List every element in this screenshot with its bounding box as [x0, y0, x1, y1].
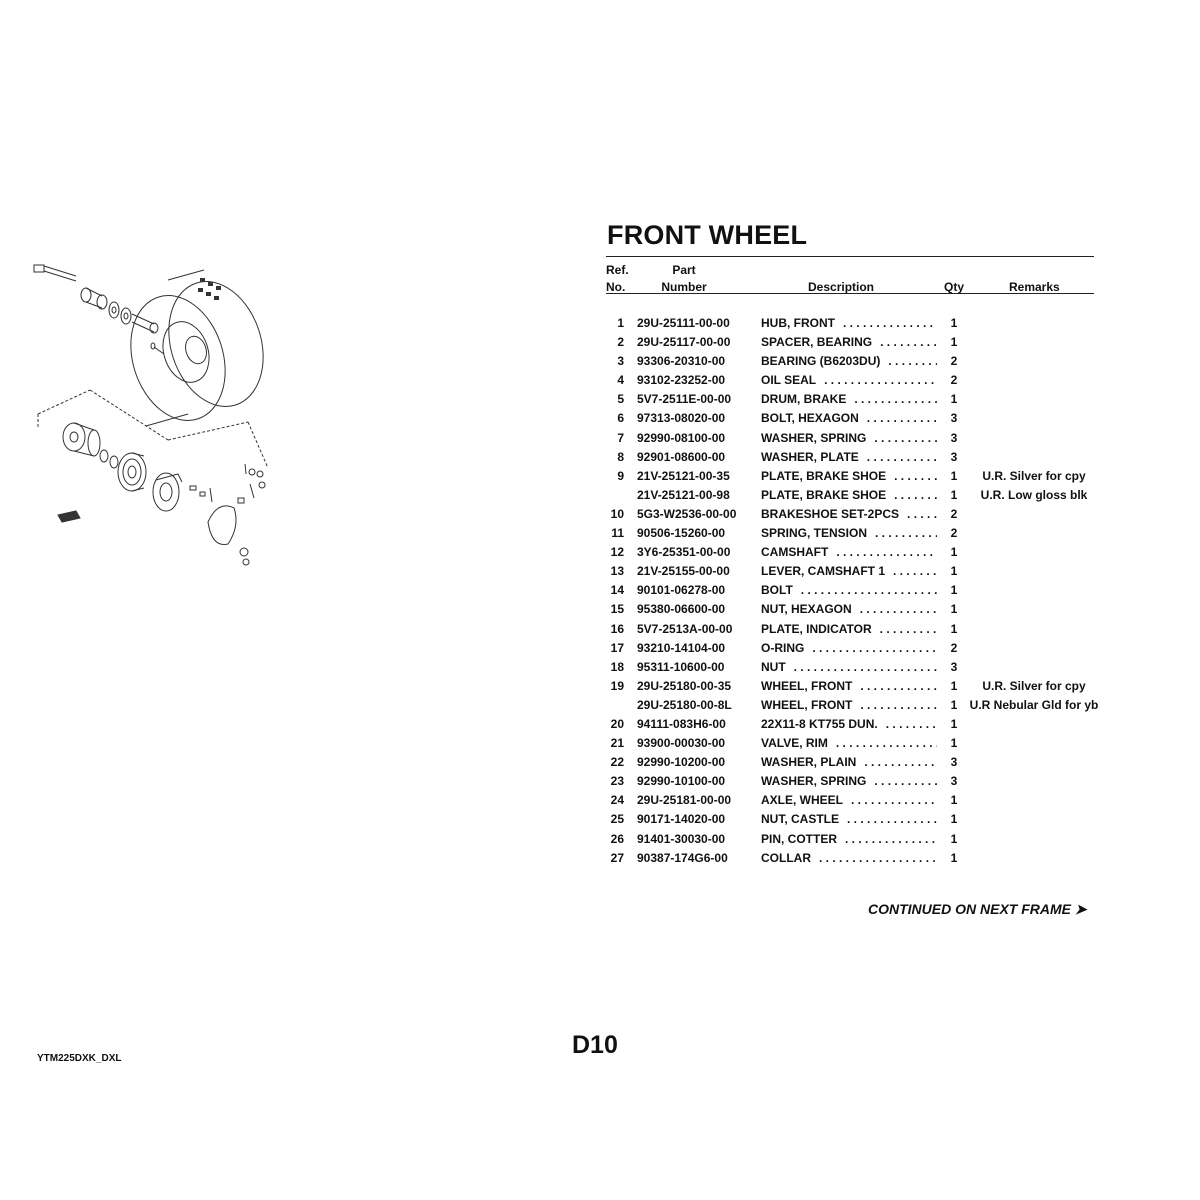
row-qty: 1: [950, 392, 958, 407]
table-row: [0, 600, 1200, 619]
leader-dots: [812, 641, 937, 655]
row-qty: 1: [950, 468, 958, 483]
row-qty: 3: [950, 449, 958, 464]
leader-dots: [867, 411, 937, 425]
row-part-number: 90171-14020-00: [637, 812, 726, 827]
table-row: [0, 696, 1200, 715]
row-qty: 3: [950, 411, 958, 426]
row-description: [761, 658, 937, 677]
leader-dots: [867, 450, 937, 464]
row-description-text: DRUM, BRAKE: [761, 392, 847, 407]
table-row: [0, 390, 1200, 409]
row-remarks: U.R. Low gloss blk: [980, 487, 1088, 502]
row-description-text: NUT, HEXAGON: [761, 602, 852, 617]
page-title: FRONT WHEEL: [607, 220, 808, 250]
row-part-number: 93210-14104-00: [637, 640, 726, 655]
continued-note: CONTINUED ON NEXT FRAME ➤: [868, 901, 1087, 917]
table-row: [0, 620, 1200, 639]
page-number: D10: [572, 1031, 618, 1059]
row-description: [761, 524, 937, 543]
row-description: [761, 620, 937, 639]
row-ref-no: 25: [610, 812, 624, 827]
table-row: [0, 333, 1200, 352]
row-part-number: 93306-20310-00: [637, 354, 726, 369]
leader-dots: [894, 488, 937, 502]
table-row: [0, 753, 1200, 772]
row-description-text: 22X11-8 KT755 DUN.: [761, 716, 878, 731]
row-description: [761, 562, 937, 581]
leader-dots: [893, 564, 937, 578]
row-description-text: WASHER, PLATE: [761, 449, 859, 464]
table-row: [0, 352, 1200, 371]
parts-table: [0, 314, 1200, 868]
row-ref-no: 23: [610, 774, 624, 789]
row-ref-no: 12: [610, 545, 624, 560]
row-part-number: 90387-174G6-00: [637, 850, 728, 865]
row-part-number: 29U-25111-00-00: [637, 316, 730, 330]
row-qty: 1: [950, 831, 958, 846]
row-ref-no: 9: [617, 468, 624, 483]
row-qty: 1: [950, 583, 958, 598]
row-part-number: 3Y6-25351-00-00: [637, 545, 731, 560]
row-ref-no: 3: [617, 354, 624, 369]
leader-dots: [819, 851, 937, 865]
row-ref-no: 8: [617, 449, 624, 464]
row-part-number: 93102-23252-00: [637, 373, 726, 388]
row-part-number: 95311-10600-00: [637, 659, 725, 674]
row-part-number: 90101-06278-00: [637, 583, 726, 598]
column-header-description: Description: [808, 280, 875, 294]
row-description: [761, 467, 937, 486]
row-description-text: OIL SEAL: [761, 373, 817, 388]
leader-dots: [874, 774, 937, 788]
row-part-number: 94111-083H6-00: [637, 716, 726, 731]
row-part-number: 5G3-W2536-00-00: [637, 506, 737, 521]
column-header-ref: [606, 263, 629, 294]
row-description: [761, 429, 937, 448]
row-ref-no: 14: [610, 583, 624, 598]
row-qty: 3: [950, 430, 958, 445]
row-part-number: 21V-25121-00-35: [637, 468, 730, 483]
row-ref-no: 5: [617, 392, 624, 407]
row-qty: 3: [950, 774, 958, 789]
model-code: YTM225DXK_DXL: [37, 1053, 122, 1064]
column-header-ref-bottom: No.: [606, 280, 626, 294]
row-qty: 3: [950, 659, 958, 674]
table-row: [0, 715, 1200, 734]
row-part-number: 29U-25180-00-35: [637, 678, 732, 693]
row-ref-no: 11: [611, 526, 624, 541]
leader-dots: [801, 583, 937, 597]
row-qty: 1: [950, 335, 958, 350]
table-row: [0, 448, 1200, 467]
row-description-text: SPACER, BEARING: [761, 335, 873, 350]
title-divider: [606, 256, 1094, 257]
row-part-number: 29U-25180-00-8L: [637, 697, 732, 712]
row-qty: 1: [950, 793, 958, 808]
table-row: [0, 314, 1200, 333]
column-header-ref-top: Ref.: [606, 263, 629, 277]
row-description: [761, 753, 937, 772]
row-description: [761, 791, 937, 810]
row-description: [761, 486, 937, 505]
row-part-number: 29U-25117-00-00: [637, 335, 731, 350]
row-description: [761, 333, 937, 352]
row-qty: 1: [950, 602, 958, 617]
row-description: [761, 639, 937, 658]
leader-dots: [880, 335, 937, 349]
row-ref-no: 15: [610, 602, 624, 617]
column-header-part-bottom: Number: [661, 280, 707, 294]
row-description: [761, 352, 937, 371]
table-row: [0, 791, 1200, 810]
leader-dots: [854, 392, 937, 406]
leader-dots: [824, 373, 937, 387]
row-description: [761, 600, 937, 619]
table-row: [0, 505, 1200, 524]
leader-dots: [860, 698, 937, 712]
column-header-part: [660, 263, 708, 294]
table-row: [0, 543, 1200, 562]
row-description-text: O-RING: [761, 640, 805, 655]
leader-dots: [875, 526, 937, 540]
row-part-number: 95380-06600-00: [637, 602, 726, 617]
table-row: [0, 486, 1200, 505]
row-ref-no: 21: [610, 736, 624, 751]
row-description: [761, 696, 937, 715]
row-description-text: WHEEL, FRONT: [761, 678, 853, 693]
leader-dots: [880, 622, 937, 636]
table-row: [0, 830, 1200, 849]
header-divider: [606, 293, 1094, 294]
column-header-remarks: Remarks: [1009, 280, 1060, 294]
row-part-number: 90506-15260-00: [637, 526, 726, 541]
row-description: [761, 810, 937, 829]
row-qty: 1: [950, 545, 958, 560]
leader-dots: [860, 679, 937, 693]
leader-dots: [860, 602, 937, 616]
table-row: [0, 429, 1200, 448]
leader-dots: [836, 736, 937, 750]
row-ref-no: 20: [610, 716, 624, 731]
row-ref-no: 2: [617, 335, 624, 350]
row-description: [761, 505, 937, 524]
row-part-number: 29U-25181-00-00: [637, 793, 732, 808]
row-ref-no: 4: [617, 373, 624, 388]
column-header-part-top: Part: [672, 263, 696, 277]
row-ref-no: 27: [610, 850, 624, 865]
row-part-number: 21V-25155-00-00: [637, 564, 730, 579]
row-qty: 1: [950, 487, 958, 502]
row-description: [761, 390, 937, 409]
row-part-number: 92990-10100-00: [637, 774, 726, 789]
row-qty: 1: [950, 716, 958, 731]
row-qty: 1: [950, 621, 958, 636]
row-description-text: NUT: [761, 659, 786, 674]
row-qty: 2: [950, 506, 958, 521]
row-description-text: PLATE, BRAKE SHOE: [761, 468, 887, 483]
collar-drawing: [81, 288, 107, 309]
row-part-number: 92990-08100-00: [637, 430, 726, 445]
row-description-text: VALVE, RIM: [761, 736, 828, 751]
row-description: [761, 581, 937, 600]
leader-dots: [843, 316, 937, 330]
row-description-text: BEARING (B6203DU): [761, 354, 881, 369]
row-qty: 1: [950, 678, 958, 693]
row-description: [761, 734, 937, 753]
row-qty: 1: [950, 564, 958, 579]
table-row: [0, 639, 1200, 658]
row-ref-no: 6: [617, 411, 624, 426]
row-qty: 1: [950, 316, 958, 330]
row-qty: 2: [950, 354, 958, 369]
row-description-text: PIN, COTTER: [761, 831, 838, 846]
row-part-number: 92901-08600-00: [637, 449, 726, 464]
leader-dots: [894, 469, 937, 483]
row-description-text: PLATE, INDICATOR: [761, 621, 872, 636]
row-qty: 2: [950, 526, 958, 541]
leader-dots: [874, 431, 937, 445]
row-ref-no: 17: [610, 640, 624, 655]
table-row: [0, 371, 1200, 390]
table-row: [0, 772, 1200, 791]
row-ref-no: 7: [617, 430, 624, 445]
leader-dots: [794, 660, 937, 674]
row-description-text: WASHER, PLAIN: [761, 755, 857, 770]
row-ref-no: 24: [610, 793, 624, 808]
row-description-text: HUB, FRONT: [761, 316, 835, 330]
leader-dots: [845, 832, 937, 846]
table-row: [0, 658, 1200, 677]
row-ref-no: 1: [617, 316, 624, 330]
table-row: [0, 409, 1200, 428]
row-ref-no: 10: [610, 506, 624, 521]
table-row: [0, 849, 1200, 868]
leader-dots: [907, 507, 937, 521]
row-description-text: NUT, CASTLE: [761, 812, 839, 827]
leader-dots: [888, 354, 937, 368]
row-part-number: 97313-08020-00: [637, 411, 726, 426]
row-description-text: WHEEL, FRONT: [761, 697, 853, 712]
table-row: [0, 562, 1200, 581]
row-description: [761, 772, 937, 791]
row-description: [761, 677, 937, 696]
row-ref-no: 22: [610, 755, 624, 770]
row-qty: 1: [950, 850, 958, 865]
row-ref-no: 26: [610, 831, 624, 846]
row-part-number: 5V7-2513A-00-00: [637, 621, 733, 636]
table-row: [0, 581, 1200, 600]
row-description-text: LEVER, CAMSHAFT 1: [761, 564, 886, 579]
row-description: [761, 830, 937, 849]
row-part-number: 93900-00030-00: [637, 736, 726, 751]
row-part-number: 5V7-2511E-00-00: [637, 392, 732, 407]
row-qty: 1: [950, 697, 958, 712]
table-row: [0, 734, 1200, 753]
leader-dots: [836, 545, 937, 559]
row-description-text: BOLT, HEXAGON: [761, 411, 859, 426]
table-row: [0, 524, 1200, 543]
leader-dots: [886, 717, 937, 731]
row-description-text: COLLAR: [761, 850, 811, 865]
leader-dots: [847, 812, 937, 826]
column-header-qty: Qty: [944, 280, 965, 294]
row-remarks: U.R. Silver for cpy: [982, 468, 1086, 483]
leader-dots: [851, 793, 937, 807]
row-qty: 1: [950, 812, 958, 827]
row-qty: 2: [950, 640, 958, 655]
axle-drawing: [34, 265, 76, 281]
row-qty: 2: [950, 373, 958, 388]
table-row: [0, 677, 1200, 696]
row-part-number: 21V-25121-00-98: [637, 487, 730, 502]
row-qty: 3: [950, 755, 958, 770]
row-ref-no: 16: [610, 621, 624, 636]
row-description-text: SPRING, TENSION: [761, 526, 868, 541]
row-description: [761, 849, 937, 868]
row-description: [761, 715, 937, 734]
row-description-text: PLATE, BRAKE SHOE: [761, 487, 887, 502]
row-part-number: 92990-10200-00: [637, 755, 726, 770]
row-description-text: WASHER, SPRING: [761, 430, 867, 445]
row-description-text: WASHER, SPRING: [761, 774, 867, 789]
row-remarks: U.R. Silver for cpy: [982, 678, 1086, 693]
row-part-number: 91401-30030-00: [637, 831, 726, 846]
row-description-text: AXLE, WHEEL: [761, 793, 844, 808]
row-remarks: U.R Nebular Gld for yb: [969, 697, 1099, 712]
table-row: [0, 467, 1200, 486]
row-description: [761, 371, 937, 390]
row-description-text: CAMSHAFT: [761, 545, 829, 560]
row-qty: 1: [950, 736, 958, 751]
row-description-text: BOLT: [761, 583, 793, 598]
row-ref-no: 18: [610, 659, 624, 674]
table-row: [0, 810, 1200, 829]
row-ref-no: 19: [610, 678, 624, 693]
row-description-text: BRAKESHOE SET-2PCS: [761, 506, 900, 521]
row-description: [761, 543, 937, 562]
row-description: [761, 448, 937, 467]
row-description: [761, 409, 937, 428]
row-description: [761, 314, 937, 333]
row-ref-no: 13: [610, 564, 624, 579]
leader-dots: [864, 755, 937, 769]
